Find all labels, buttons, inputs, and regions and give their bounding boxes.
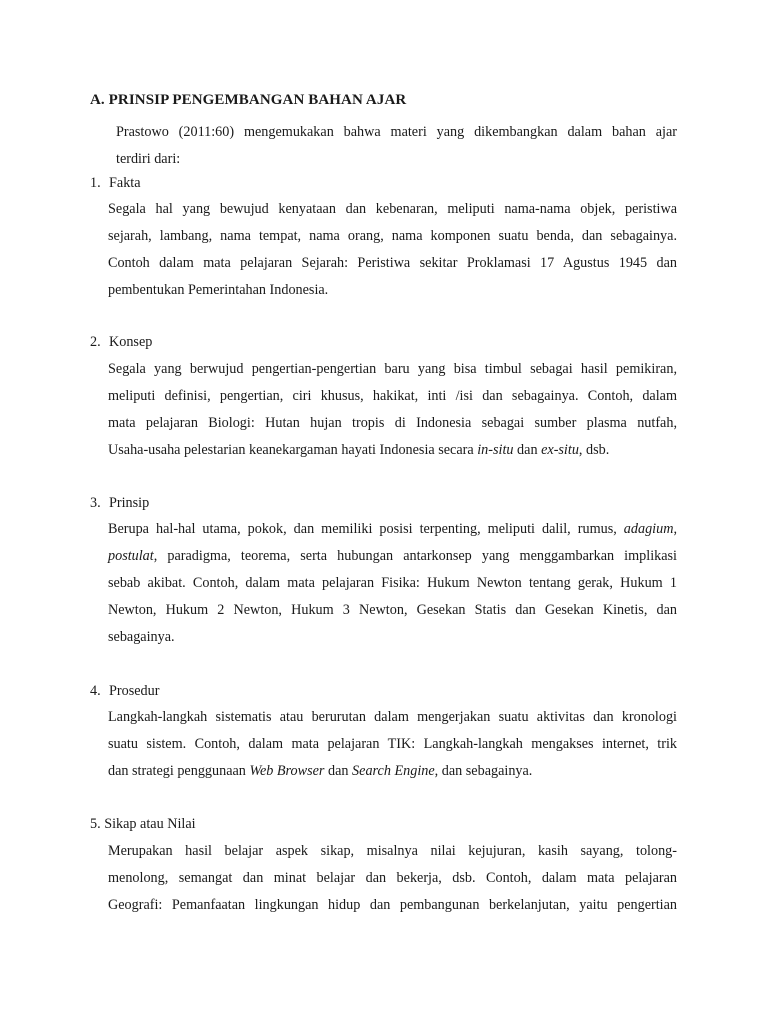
body-line: sebagainya. <box>108 629 175 645</box>
italic-term: Web Browser <box>249 763 325 779</box>
italic-term: in-situ <box>477 442 514 458</box>
body-line: meliputi definisi, pengertian, ciri khusus, hakikat, inti /isi dan sebagainya. Contoh, dalam <box>108 388 677 404</box>
text-run: dan <box>324 763 353 779</box>
text-run: dan strategi penggunaan <box>108 763 250 779</box>
italic-term: postulat <box>108 548 154 564</box>
body-line: suatu sistem. Contoh, dalam mata pelajaran TIK: Langkah-langkah mengakses internet, trik <box>108 736 677 752</box>
intro-line: terdiri dari: <box>116 151 181 167</box>
body-line <box>108 516 677 543</box>
text-run: Usaha-usaha pelestarian keanekargaman hayati Indonesia secara <box>108 442 478 458</box>
section-body-prosedur <box>108 704 677 785</box>
section-number: 2. <box>90 334 101 350</box>
text-run: Berupa hal-hal utama, pokok, dan memiliki posisi terpenting, meliputi dalil, rumus, <box>108 521 624 537</box>
section-body-fakta <box>108 196 677 304</box>
body-line: sebab akibat. Contoh, dalam mata pelajaran Fisika: Hukum Newton tentang gerak, Hukum 1 <box>108 575 677 591</box>
section-label: Sikap atau Nilai <box>104 816 196 832</box>
section-body-sikap <box>108 838 677 919</box>
section-body-konsep <box>108 356 677 464</box>
text-run: , dsb. <box>578 442 610 458</box>
body-line: mata pelajaran Biologi: Hutan hujan tropis di Indonesia sebagai sumber plasma nutfah, <box>108 415 677 431</box>
text-run: , paradigma, teorema, serta hubungan antarkonsep yang menggambarkan implikasi <box>153 548 677 564</box>
italic-term: ex-situ <box>541 442 579 458</box>
intro-line: Prastowo (2011:60) mengemukakan bahwa materi yang dikembangkan dalam bahan ajar <box>116 124 677 140</box>
text-run: , dan sebagainya. <box>434 763 533 779</box>
section-body-prinsip <box>108 516 677 651</box>
text-run: dan <box>513 442 542 458</box>
italic-term: Search Engine <box>352 763 435 779</box>
body-line: sejarah, lambang, nama tempat, nama orang, nama komponen suatu benda, dan sebagainya. <box>108 228 677 244</box>
section-label: Fakta <box>109 175 141 191</box>
body-line: Langkah-langkah sistematis atau berurutan dalam mengerjakan suatu aktivitas dan kronologi <box>108 709 677 725</box>
body-line <box>108 543 677 570</box>
section-number: 5. <box>90 816 101 832</box>
section-label: Prosedur <box>109 683 160 699</box>
section-number: 1. <box>90 175 101 191</box>
section-number: 3. <box>90 495 101 511</box>
text-run: , <box>673 521 677 537</box>
body-line: Newton, Hukum 2 Newton, Hukum 3 Newton, Gesekan Statis dan Gesekan Kinetis, dan <box>108 602 677 618</box>
body-line: Merupakan hasil belajar aspek sikap, misalnya nilai kejujuran, kasih sayang, tolong- <box>108 843 677 859</box>
body-line: Segala yang berwujud pengertian-pengertian baru yang bisa timbul sebagai hasil pemikiran, <box>108 361 677 377</box>
section-title-prosedur <box>90 681 159 701</box>
italic-term: adagium <box>623 521 674 537</box>
body-line: Contoh dalam mata pelajaran Sejarah: Peristiwa sekitar Proklamasi 17 Agustus 1945 dan <box>108 255 677 271</box>
section-number: 4. <box>90 683 101 699</box>
body-line: pembentukan Pemerintahan Indonesia. <box>108 282 329 298</box>
body-line <box>108 758 677 785</box>
section-title-sikap-atau-nilai <box>90 814 196 834</box>
page-heading: A. PRINSIP PENGEMBANGAN BAHAN AJAR <box>90 92 407 108</box>
body-line: menolong, semangat dan minat belajar dan bekerja, dsb. Contoh, dalam mata pelajaran <box>108 870 677 886</box>
section-label: Prinsip <box>109 495 150 511</box>
body-line: Segala hal yang bewujud kenyataan dan kebenaran, meliputi nama-nama objek, peristiwa <box>108 201 677 217</box>
section-title-prinsip <box>90 493 149 513</box>
section-label: Konsep <box>109 334 153 350</box>
section-title-fakta <box>90 173 141 193</box>
section-title-konsep <box>90 332 152 352</box>
body-line <box>108 437 677 464</box>
intro-paragraph <box>116 119 677 173</box>
body-line: Geografi: Pemanfaatan lingkungan hidup dan pembangunan berkelanjutan, yaitu pengertian <box>108 897 677 913</box>
